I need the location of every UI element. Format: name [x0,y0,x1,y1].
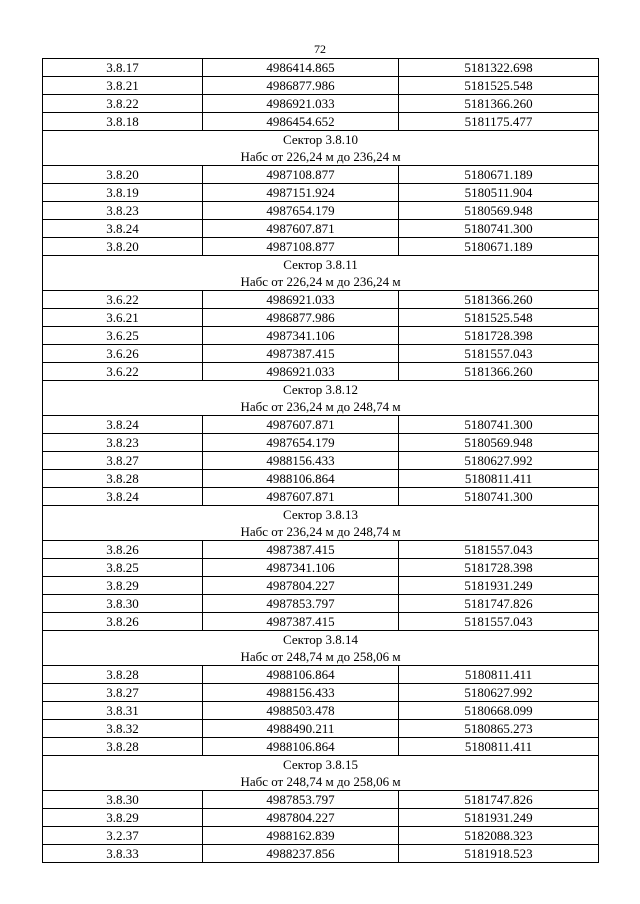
sector-title: Сектор 3.8.11 [283,257,358,272]
x-coordinate-cell: 4987607.871 [203,220,399,238]
page-number: 72 [314,42,326,56]
table-row [43,345,599,363]
sector-title: Сектор 3.8.13 [282,507,358,522]
x-coordinate-cell: 4986877.986 [203,309,399,327]
y-coordinate-cell: 5181931.249 [399,809,599,827]
point-id-cell: 3.8.20 [43,166,203,184]
y-coordinate-cell: 5180865.273 [399,720,599,738]
table-row [43,95,599,113]
sector-header-row [43,506,599,541]
table-row [43,791,599,809]
x-coordinate-cell: 4987804.227 [203,577,399,595]
point-id-cell: 3.8.27 [43,684,203,702]
table-row [43,202,599,220]
y-coordinate-cell: 5181728.398 [399,559,599,577]
table-row [43,184,599,202]
point-id-cell: 3.8.19 [43,184,203,202]
point-id-cell: 3.8.25 [43,559,203,577]
sector-header-cell [43,131,599,166]
x-coordinate-cell: 4988106.864 [203,470,399,488]
table-row [43,309,599,327]
x-coordinate-cell: 4988156.433 [203,684,399,702]
coordinates-table [42,58,599,863]
y-coordinate-cell: 5181366.260 [399,95,599,113]
x-coordinate-cell: 4988490.211 [203,720,399,738]
y-coordinate-cell: 5180627.992 [399,452,599,470]
x-coordinate-cell: 4988503.478 [203,702,399,720]
x-coordinate-cell: 4988106.864 [203,666,399,684]
x-coordinate-cell: 4987804.227 [203,809,399,827]
point-id-cell: 3.8.29 [43,577,203,595]
y-coordinate-cell: 5182088.323 [399,827,599,845]
point-id-cell: 3.8.30 [43,595,203,613]
y-coordinate-cell: 5181557.043 [399,613,599,631]
x-coordinate-cell: 4986877.986 [203,77,399,95]
y-coordinate-cell: 5181747.826 [399,791,599,809]
point-id-cell: 3.6.21 [43,309,203,327]
table-row [43,452,599,470]
x-coordinate-cell: 4987853.797 [203,791,399,809]
table-row [43,220,599,238]
x-coordinate-cell: 4986921.033 [203,291,399,309]
sector-header-row [43,631,599,666]
point-id-cell: 3.8.24 [43,488,203,506]
sector-height-range: Набс от 236,24 м до 248,74 м [240,524,401,539]
table-row [43,559,599,577]
y-coordinate-cell: 5181366.260 [399,291,599,309]
point-id-cell: 3.8.27 [43,452,203,470]
point-id-cell: 3.6.25 [43,327,203,345]
y-coordinate-cell: 5180811.411 [399,470,599,488]
table-row [43,809,599,827]
point-id-cell: 3.8.28 [43,666,203,684]
y-coordinate-cell: 5181366.260 [399,363,599,381]
y-coordinate-cell: 5180741.300 [399,416,599,434]
coordinates-table-body [43,59,599,863]
table-row [43,684,599,702]
table-row [43,59,599,77]
sector-title: Сектор 3.8.14 [282,632,358,647]
table-row [43,77,599,95]
table-row [43,238,599,256]
y-coordinate-cell: 5181918.523 [399,845,599,863]
y-coordinate-cell: 5181175.477 [399,113,599,131]
y-coordinate-cell: 5180811.411 [399,666,599,684]
x-coordinate-cell: 4987341.106 [203,327,399,345]
sector-height-range: Набс от 226,24 м до 236,24 м [240,149,401,164]
table-row [43,720,599,738]
y-coordinate-cell: 5180811.411 [399,738,599,756]
table-row [43,363,599,381]
sector-header-row [43,381,599,416]
sector-height-range: Набс от 236,24 м до 248,74 м [240,399,401,414]
x-coordinate-cell: 4987853.797 [203,595,399,613]
table-row [43,327,599,345]
sector-header-cell [43,631,599,666]
point-id-cell: 3.8.26 [43,613,203,631]
y-coordinate-cell: 5181322.698 [399,59,599,77]
point-id-cell: 3.8.33 [43,845,203,863]
y-coordinate-cell: 5180511.904 [399,184,599,202]
x-coordinate-cell: 4988106.864 [203,738,399,756]
y-coordinate-cell: 5180569.948 [399,202,599,220]
y-coordinate-cell: 5180671.189 [399,166,599,184]
sector-header-cell [43,506,599,541]
sector-header-cell [43,756,599,791]
x-coordinate-cell: 4986921.033 [203,363,399,381]
table-row [43,470,599,488]
point-id-cell: 3.8.20 [43,238,203,256]
sector-height-range: Набс от 248,74 м до 258,06 м [240,774,401,789]
point-id-cell: 3.8.32 [43,720,203,738]
x-coordinate-cell: 4987108.877 [203,238,399,256]
sector-height-range: Набс от 248,74 м до 258,06 м [240,649,401,664]
sector-title: Сектор 3.8.15 [282,757,358,772]
table-row [43,577,599,595]
point-id-cell: 3.8.24 [43,220,203,238]
x-coordinate-cell: 4986921.033 [203,95,399,113]
point-id-cell: 3.8.23 [43,202,203,220]
y-coordinate-cell: 5181931.249 [399,577,599,595]
table-row [43,666,599,684]
x-coordinate-cell: 4987654.179 [203,434,399,452]
sector-height-range: Набс от 226,24 м до 236,24 м [240,274,401,289]
sector-header-row [43,756,599,791]
point-id-cell: 3.6.22 [43,363,203,381]
y-coordinate-cell: 5180668.099 [399,702,599,720]
y-coordinate-cell: 5181525.548 [399,309,599,327]
y-coordinate-cell: 5181557.043 [399,345,599,363]
y-coordinate-cell: 5180741.300 [399,488,599,506]
table-row [43,291,599,309]
point-id-cell: 3.8.24 [43,416,203,434]
sector-header-cell [43,381,599,416]
point-id-cell: 3.8.18 [43,113,203,131]
point-id-cell: 3.8.28 [43,738,203,756]
point-id-cell: 3.6.22 [43,291,203,309]
table-row [43,166,599,184]
table-row [43,613,599,631]
y-coordinate-cell: 5180741.300 [399,220,599,238]
x-coordinate-cell: 4987151.924 [203,184,399,202]
table-row [43,702,599,720]
x-coordinate-cell: 4986414.865 [203,59,399,77]
sector-header-row [43,256,599,291]
y-coordinate-cell: 5181747.826 [399,595,599,613]
x-coordinate-cell: 4987341.106 [203,559,399,577]
y-coordinate-cell: 5181525.548 [399,77,599,95]
x-coordinate-cell: 4988156.433 [203,452,399,470]
point-id-cell: 3.8.23 [43,434,203,452]
sector-header-row [43,131,599,166]
table-row [43,827,599,845]
table-row [43,488,599,506]
table-row [43,541,599,559]
sector-header-cell [43,256,599,291]
sector-title: Сектор 3.8.12 [282,382,358,397]
point-id-cell: 3.8.17 [43,59,203,77]
x-coordinate-cell: 4987387.415 [203,345,399,363]
point-id-cell: 3.8.21 [43,77,203,95]
point-id-cell: 3.8.31 [43,702,203,720]
point-id-cell: 3.8.28 [43,470,203,488]
point-id-cell: 3.8.26 [43,541,203,559]
point-id-cell: 3.8.30 [43,791,203,809]
y-coordinate-cell: 5180569.948 [399,434,599,452]
y-coordinate-cell: 5181728.398 [399,327,599,345]
point-id-cell: 3.8.29 [43,809,203,827]
x-coordinate-cell: 4986454.652 [203,113,399,131]
x-coordinate-cell: 4987387.415 [203,613,399,631]
point-id-cell: 3.2.37 [43,827,203,845]
y-coordinate-cell: 5180671.189 [399,238,599,256]
point-id-cell: 3.6.26 [43,345,203,363]
x-coordinate-cell: 4987654.179 [203,202,399,220]
x-coordinate-cell: 4987108.877 [203,166,399,184]
x-coordinate-cell: 4988162.839 [203,827,399,845]
table-row [43,416,599,434]
table-row [43,434,599,452]
y-coordinate-cell: 5180627.992 [399,684,599,702]
table-row [43,595,599,613]
x-coordinate-cell: 4988237.856 [203,845,399,863]
sector-title: Сектор 3.8.10 [282,132,358,147]
x-coordinate-cell: 4987607.871 [203,416,399,434]
y-coordinate-cell: 5181557.043 [399,541,599,559]
x-coordinate-cell: 4987387.415 [203,541,399,559]
x-coordinate-cell: 4987607.871 [203,488,399,506]
point-id-cell: 3.8.22 [43,95,203,113]
table-row [43,738,599,756]
table-row [43,113,599,131]
table-row [43,845,599,863]
